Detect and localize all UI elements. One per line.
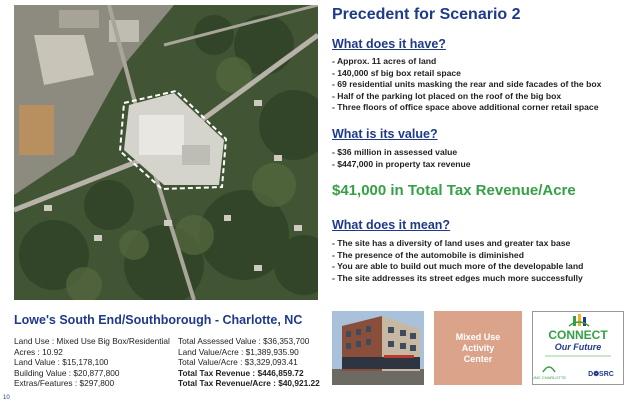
stat-line: Total Assessed Value : $36,353,700 [178,336,310,346]
stat-line: Land Value : $15,178,100 [14,357,109,368]
stat-line: Total Value/Acre : $3,329,093.41 [178,357,298,368]
connect-logo-graphic [533,312,623,384]
list-item: - The site has a diversity of land uses and greater tax base [332,238,583,250]
page-title: Precedent for Scenario 2 [332,6,521,23]
list-item: - 140,000 sf big box retail space [332,68,601,80]
building-photo-graphic [332,311,424,385]
logo-dsrc-text: D❁SRC [588,371,614,378]
aerial-map-graphic [14,5,318,300]
list-item: - $36 million in assessed value [332,147,471,159]
stat-line: Building Value : $20,877,800 [14,367,120,378]
section-heading-have: What does it have? [332,37,446,51]
unc-charlotte-seal-icon [543,367,555,372]
logo-mark-icon [569,314,589,326]
site-name: Lowe's South End/Southborough - Charlotte, NC [14,313,303,327]
stat-line: Land Value/Acre : $1,389,935.90 [178,346,299,357]
list-item: - The site addresses its street edges much more successfully [332,273,583,285]
logo-unc-text: UNC CHARLOTTE [533,375,567,380]
mixed-box-line: Center [463,353,493,364]
list-item: - Approx. 11 acres of land [332,56,601,68]
mixed-use-activity-center-box [434,311,522,385]
list-item: - Three floors of office space above additional corner retail space [332,102,601,114]
mixed-box-line: Mixed Use [455,331,501,342]
list-item: - The presence of the automobile is diminished [332,250,583,262]
page-number: 10 [3,395,10,401]
stat-line: Total Tax Revenue/Acre : $40,921.22 [178,378,320,389]
site-stats-right [178,336,320,389]
tax-revenue-highlight: $41,000 in Total Tax Revenue/Acre [332,182,576,199]
have-bullet-list [332,56,601,114]
value-bullet-list [332,147,471,170]
section-heading-value: What is its value? [332,127,438,141]
building-photo [332,311,424,385]
stat-line: Acres : 10.92 [14,346,63,357]
connect-our-future-logo [532,311,624,385]
list-item: - Half of the parking lot placed on the roof of the big box [332,91,601,103]
list-item: - $447,000 in property tax revenue [332,159,471,171]
stat-line: Extras/Features : $297,800 [14,378,115,389]
list-item: - You are able to build out much more of the developable land [332,261,583,273]
aerial-photo [14,5,318,300]
stat-line: Land Use : Mixed Use Big Box/Residential [14,336,170,346]
list-item: - 69 residential units masking the rear and side facades of the box [332,79,601,91]
site-stats-left [14,336,170,389]
logo-our-future-text: Our Future [554,342,602,352]
section-heading-mean: What does it mean? [332,218,451,232]
mixed-box-line: Activity [461,342,495,353]
logo-connect-text: CONNECT [548,328,608,342]
mean-bullet-list [332,238,583,284]
stat-line: Total Tax Revenue : $446,859.72 [178,367,304,378]
